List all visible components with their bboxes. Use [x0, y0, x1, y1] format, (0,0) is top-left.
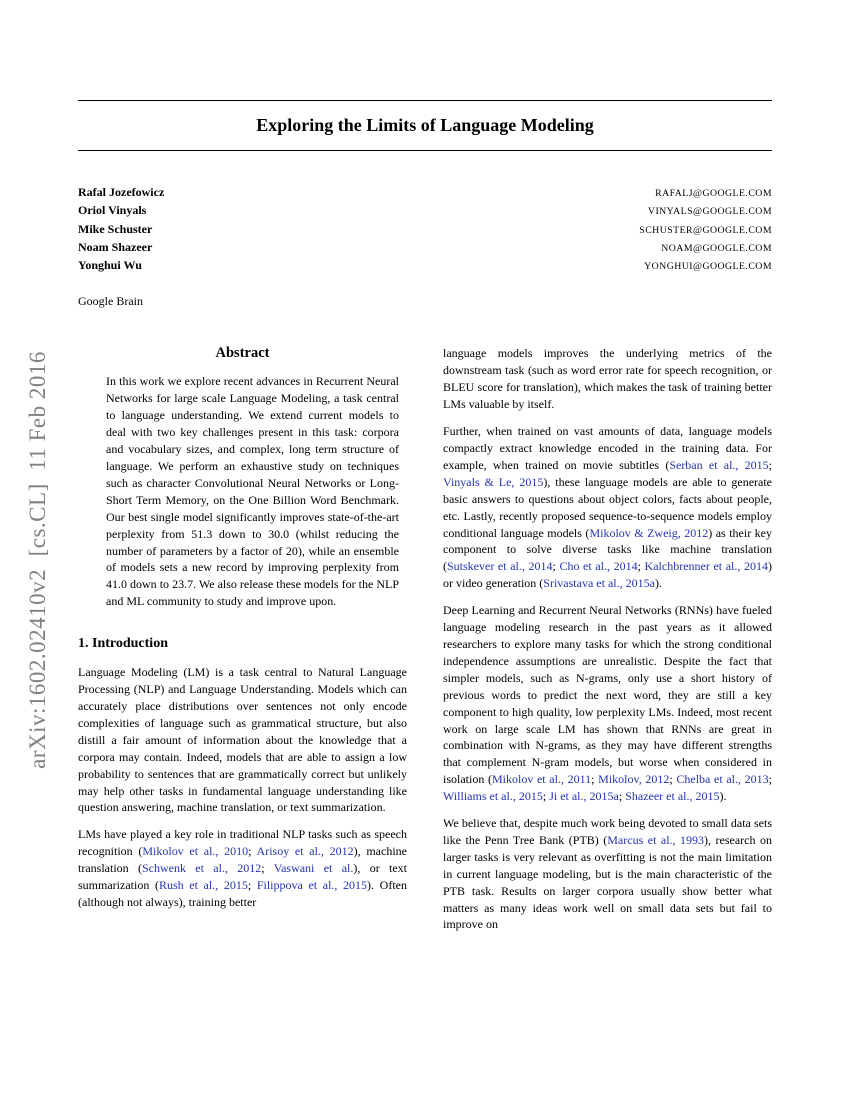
author-email: YONGHUI@GOOGLE.COM [644, 261, 772, 273]
citation-link[interactable]: Mikolov et al., 2010 [142, 844, 249, 859]
citation-link[interactable]: Filippova et al., 2015 [256, 878, 368, 893]
author-name: Noam Shazeer [78, 239, 153, 254]
paragraph: Language Modeling (LM) is a task central to Natural Language Processing (NLP) and Language Understanding. Models which can accurately place distributions over sentences not only encode complexities of language such as grammatical structure, but also distill a fair amount of information about the knowledge that a corpora may contain. Indeed, models that are able to assign a low probability to sentences that are grammatically correct but unlikely may help other tasks in fundamental language understanding like question answering, machine translation, or text summarization. [78, 665, 407, 815]
author-name: Oriol Vinyals [78, 203, 147, 218]
horizontal-rule-under-title [78, 150, 772, 151]
citation-link[interactable]: Chelba et al., 2013 [676, 772, 769, 787]
citation-link[interactable]: Marcus et al., 1993 [607, 832, 705, 847]
citation-link[interactable]: Serban et al., 2015 [669, 457, 769, 472]
right-column [443, 345, 772, 943]
author-name: Mike Schuster [78, 221, 153, 236]
author-row [78, 257, 772, 275]
citation-link[interactable]: Mikolov & Zweig, 2012 [589, 525, 709, 540]
paragraph: Further, when trained on vast amounts of data, language models compactly extract knowledge encoded in the training data. For example, when trained on movie subtitles (Serban et al., 2015; Vinyals & Le, 2015), these language models are able to generate basic answers to questions about object colors, facts about people, etc. Lastly, recently proposed sequence-to-sequence models employ conditional language models (Mikolov & Zweig, 2012) as their key component to solve diverse tasks like machine translation (Sutskever et al., 2014; Cho et al., 2014; Kalchbrenner et al., 2014) or video generation (Srivastava et al., 2015a). [443, 424, 773, 591]
paper-content [78, 0, 772, 943]
citation-link[interactable]: Cho et al., 2014 [559, 559, 638, 574]
two-column-body [78, 345, 772, 943]
citation-link[interactable]: Schwenk et al., 2012 [141, 861, 262, 876]
citation-link[interactable]: Williams et al., 2015 [443, 789, 543, 804]
author-row [78, 202, 772, 220]
paragraph: Deep Learning and Recurrent Neural Networks (RNNs) have fueled language modeling research in the past years as it allowed researchers to explore many tasks for which the strong conditional independence assumptions are unrealistic. Despite the fact that simpler models, such as N-grams, only use a short history of previous words to predict the next word, they are still a key component to high quality, low perplexity LMs. Indeed, most recent work on large scale LM has shown that RNNs are great in combination with N-grams, as they may have different strengths that complement N-gram models, but worse when considered in isolation (Mikolov et al., 2011; Mikolov, 2012; Chelba et al., 2013; Williams et al., 2015; Ji et al., 2015a; Shazeer et al., 2015). [443, 603, 773, 804]
horizontal-rule-top [78, 100, 772, 101]
paper-title: Exploring the Limits of Language Modeling [256, 115, 594, 135]
affiliation: Google Brain [78, 294, 143, 309]
abstract-heading: Abstract [215, 345, 270, 362]
citation-link[interactable]: Ji et al., 2015a [549, 789, 619, 804]
abstract-text: In this work we explore recent advances in Recurrent Neural Networks for large scale Language Modeling, a task central to language understanding. We extend current models to deal with two key challenges present in this task: corpora and vocabulary sizes, and complex, long term structure of language. We perform an exhaustive study on techniques such as character Convolutional Neural Networks or Long-Short Term Memory, on the One Billion Word Benchmark. Our best single model significantly improves state-of-the-art perplexity from 51.3 down to 30.0 (whilst reducing the number of parameters by a factor of 20), while an ensemble of models sets a new record by improving perplexity from 41.0 down to 23.7. We also release these models for the NLP and ML community to study and improve upon. [106, 374, 399, 609]
arxiv-stamp: arXiv:1602.02410v2 [cs.CL] 11 Feb 2016 [25, 351, 50, 769]
citation-link[interactable]: Srivastava et al., 2015a [543, 576, 655, 591]
paragraph: LMs have played a key role in traditional NLP tasks such as speech recognition (Mikolov et al., 2010; Arisoy et al., 2012), machine translation (Schwenk et al., 2012; Vaswani et al.), or text summarization (Rush et al., 2015; Filippova et al., 2015). Often (although not always), training better [78, 827, 408, 909]
citation-link[interactable]: Vaswani et al. [273, 861, 354, 876]
author-email: VINYALS@GOOGLE.COM [647, 206, 772, 218]
author-name: Yonghui Wu [78, 258, 142, 273]
author-block [78, 184, 772, 275]
author-row [78, 184, 772, 202]
left-column [78, 345, 407, 943]
author-row [78, 239, 772, 257]
author-email: RAFALJ@GOOGLE.COM [655, 188, 772, 199]
citation-link[interactable]: Arisoy et al., 2012 [256, 844, 354, 859]
paragraph: We believe that, despite much work being devoted to small data sets like the Penn Tree Bank (PTB) (Marcus et al., 1993), research on larger tasks is very relevant as overfitting is not the main limitation in current language modeling, but is the main characteristic of the PTB task. Results on larger corpora usually show better what matters as many ideas work well on small data sets but fail to improve on [443, 816, 772, 932]
citation-link[interactable]: Shazeer et al., 2015 [625, 789, 720, 804]
paragraph: language models improves the underlying metrics of the downstream task (such as word error rate for speech recognition, or BLEU score for translation), which makes the task of training better LMs valuable by itself. [443, 346, 772, 412]
citation-link[interactable]: Mikolov, 2012 [598, 772, 670, 787]
citation-link[interactable]: Rush et al., 2015 [158, 878, 248, 893]
section-heading-introduction: 1. Introduction [78, 636, 168, 652]
citation-link[interactable]: Kalchbrenner et al., 2014 [644, 559, 768, 574]
author-email: NOAM@GOOGLE.COM [661, 242, 772, 254]
citation-link[interactable]: Sutskever et al., 2014 [447, 559, 553, 574]
author-name: Rafal Jozefowicz [78, 185, 165, 199]
author-email: SCHUSTER@GOOGLE.COM [639, 224, 772, 236]
author-row [78, 221, 772, 239]
citation-link[interactable]: Vinyals & Le, 2015 [443, 474, 544, 489]
citation-link[interactable]: Mikolov et al., 2011 [491, 772, 592, 787]
